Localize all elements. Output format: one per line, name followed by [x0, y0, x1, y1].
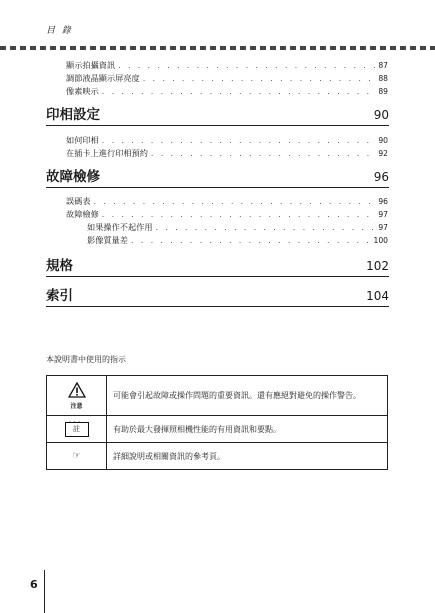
toc-entry-label: 顯示拍攝資訊 — [66, 60, 116, 70]
toc-entry[interactable] — [66, 148, 388, 159]
section-title: 規格 — [46, 258, 73, 274]
header-dashed-divider — [0, 46, 435, 50]
toc-entry-label: 如何印相 — [66, 135, 99, 145]
toc-entry[interactable] — [66, 209, 388, 220]
section-title: 故障檢修 — [46, 169, 100, 185]
toc-entry-label: 像素映示 — [66, 86, 99, 96]
toc-entry-label: 在插卡上進行印相預約 — [66, 148, 148, 158]
dot-leader — [151, 148, 375, 159]
legend-text: 詳細說明或相關資訊的參考頁。 — [107, 443, 388, 470]
reference-icon: ☞ — [72, 451, 81, 461]
toc-entry-page: 97 — [378, 210, 388, 219]
toc-section-heading[interactable] — [46, 284, 389, 307]
section-page: 96 — [373, 170, 389, 184]
toc-entry-label: 如果操作不起作用 — [87, 222, 153, 232]
legend-table — [46, 375, 388, 470]
legend-icon-cell — [47, 443, 107, 470]
dot-leader — [156, 222, 376, 233]
toc-entry-label: 調節液晶顯示屏亮度 — [66, 73, 140, 83]
toc-entry[interactable] — [66, 86, 388, 97]
section-page: 90 — [373, 108, 389, 122]
legend-text: 有助於最大發揮照相機性能的有用資訊和要點。 — [107, 416, 388, 443]
dot-leader — [102, 135, 376, 146]
page-number: 6 — [30, 578, 38, 591]
dot-leader — [131, 235, 371, 246]
toc-subentry[interactable] — [87, 222, 388, 233]
caution-icon-label: 注意 — [70, 402, 83, 410]
toc-entry-label: 誤碼表 — [66, 196, 91, 206]
legend-row — [47, 443, 388, 470]
toc-entry-page: 87 — [378, 61, 388, 70]
toc-entry[interactable] — [66, 60, 388, 71]
dot-leader — [102, 86, 376, 97]
toc-subentry[interactable] — [87, 235, 388, 246]
toc-entry-page: 88 — [378, 74, 388, 83]
legend-icon-cell — [47, 376, 107, 416]
toc-entry[interactable] — [66, 196, 388, 207]
section-title: 印相設定 — [46, 107, 100, 123]
dot-leader — [143, 73, 376, 84]
legend-icon-cell — [47, 416, 107, 443]
toc-entry[interactable] — [66, 135, 388, 146]
toc-entry-page: 100 — [373, 236, 388, 245]
legend-title: 本說明書中使用的指示 — [46, 355, 126, 364]
section-page: 104 — [366, 289, 389, 303]
section-title: 索引 — [46, 288, 73, 304]
legend-text: 可能會引起故障或操作問題的重要資訊。還有應絕對避免的操作警告。 — [107, 376, 388, 416]
toc-entry[interactable] — [66, 73, 388, 84]
dot-leader — [94, 196, 376, 207]
legend-row — [47, 416, 388, 443]
note-icon: • • • 註 — [65, 422, 89, 437]
toc-entry-label: 影像質量差 — [87, 235, 128, 245]
toc-entry-page: 97 — [378, 223, 388, 232]
caution-icon — [68, 382, 86, 410]
toc-entry-page: 90 — [378, 136, 388, 145]
section-page: 102 — [366, 259, 389, 273]
toc-section-heading[interactable] — [46, 254, 389, 277]
toc-entry-label: 故障檢修 — [66, 209, 99, 219]
toc-entry-page: 96 — [378, 197, 388, 206]
legend-row — [47, 376, 388, 416]
dot-leader — [102, 209, 376, 220]
toc-entry-page: 92 — [378, 149, 388, 158]
toc-section-heading[interactable] — [46, 103, 389, 126]
dot-leader — [118, 60, 375, 71]
toc-section-heading[interactable] — [46, 165, 389, 188]
footer-vertical-rule — [44, 570, 45, 613]
page-header-title: 目 錄 — [46, 26, 73, 36]
toc-entry-page: 89 — [378, 87, 388, 96]
